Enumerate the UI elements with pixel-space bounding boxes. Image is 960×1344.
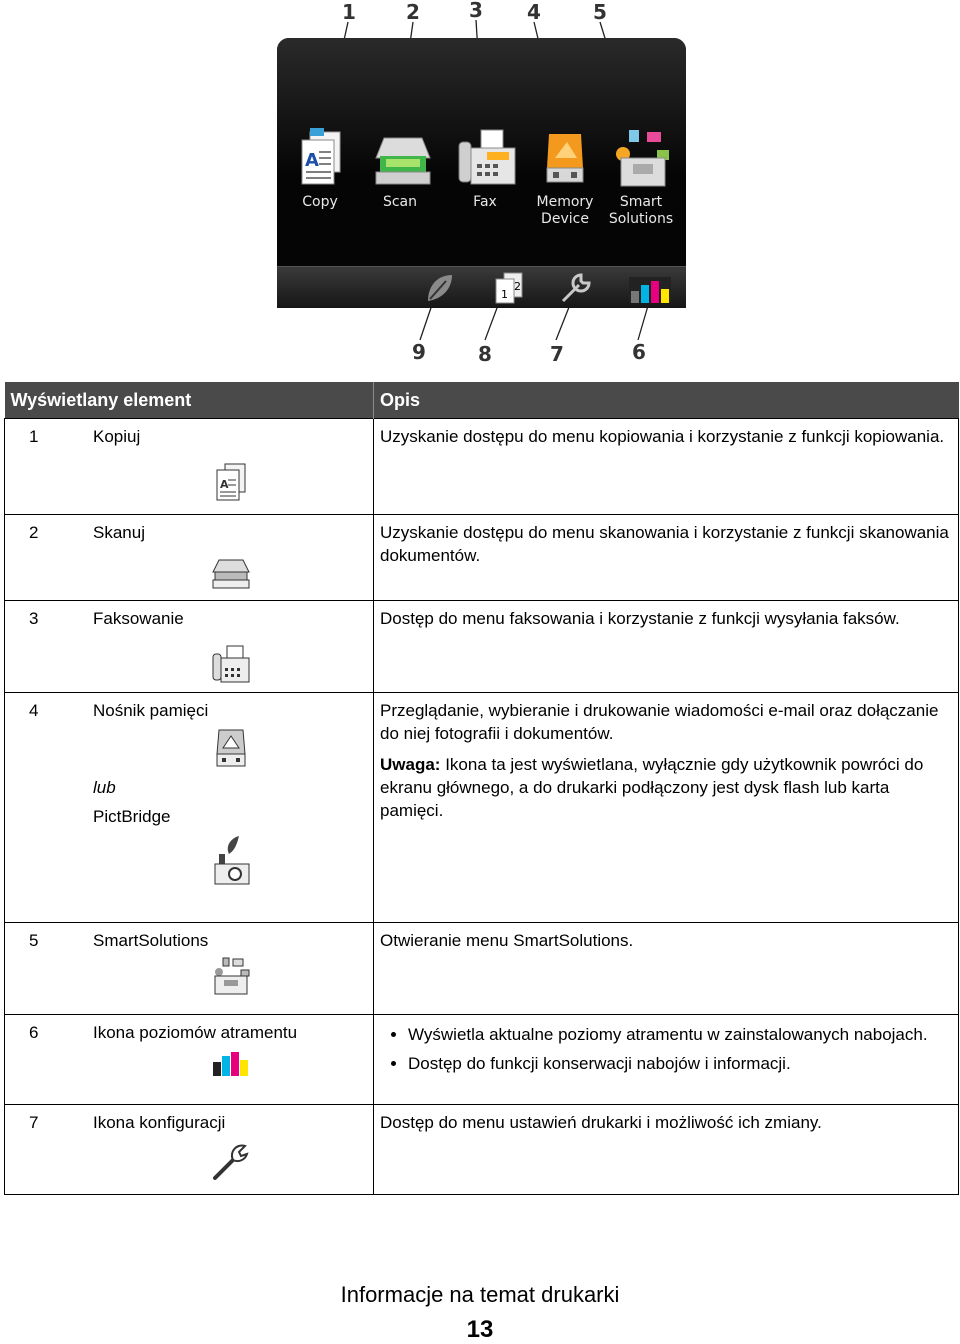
bullet-item: • Wyświetla aktualne poziomy atramentu w zainstalowanych nabojach. [408, 1023, 952, 1046]
scan-icon [211, 552, 251, 592]
memory-device-icon [537, 128, 593, 188]
table-row [5, 1105, 959, 1195]
row-number: 1 [5, 419, 88, 515]
scan-icon [372, 128, 428, 188]
pictbridge-icon [211, 834, 251, 886]
fax-tile-label: Fax [473, 194, 497, 210]
callout-2: 2 [406, 0, 420, 24]
header-description: Opis [374, 382, 959, 419]
note-label: Uwaga: [380, 755, 441, 774]
row-number: 2 [5, 515, 88, 601]
callout-5: 5 [593, 0, 607, 24]
row-description: Otwieranie menu SmartSolutions. [374, 923, 959, 1015]
table-row [5, 601, 959, 693]
row-number: 7 [5, 1105, 88, 1195]
bullet-list [380, 1023, 952, 1075]
ink-levels-icon[interactable] [627, 271, 673, 305]
copy-icon [292, 128, 348, 188]
fax-tile[interactable] [449, 128, 521, 211]
wrench-icon[interactable] [559, 271, 593, 305]
memory-device-tile-label: Memory Device [536, 194, 594, 227]
row-element-name: SmartSolutions [93, 931, 209, 950]
row-description-text: Przeglądanie, wybieranie i drukowanie wiadomości e-mail oraz dołączanie do niej fotografii i dokumentów. [380, 701, 939, 743]
row-element [87, 1015, 374, 1105]
row-element [87, 1105, 374, 1195]
fax-icon [211, 644, 251, 684]
memory-device-icon [211, 728, 251, 768]
row-element-name: Faksowanie [93, 609, 184, 628]
eco-leaf-icon[interactable] [422, 271, 456, 305]
callout-6: 6 [632, 340, 646, 364]
row-element-name: Nośnik pamięci [93, 701, 209, 720]
smart-solutions-tile-label: Smart Solutions [608, 194, 674, 227]
callout-4: 4 [527, 0, 541, 24]
row-description [374, 693, 959, 923]
screen-bottom-bar [277, 266, 686, 308]
smart-solutions-icon [211, 956, 251, 996]
svg-text:A: A [220, 478, 229, 491]
row-element-name: Kopiuj [93, 427, 141, 446]
copy-tile-label: Copy [302, 194, 338, 210]
memory-device-tile[interactable] [529, 128, 601, 228]
svg-text:1: 1 [501, 288, 508, 301]
header-element: Wyświetlany element [5, 382, 374, 419]
table-row [5, 693, 959, 923]
scan-tile-label: Scan [382, 194, 418, 210]
scan-tile[interactable] [364, 128, 436, 211]
row-element-or: lub [93, 778, 116, 797]
footer-section-title: Informacje na temat drukarki [340, 1282, 620, 1307]
row-element [87, 515, 374, 601]
ink-levels-icon [211, 1048, 251, 1078]
row-element-name: Ikona konfiguracji [93, 1113, 226, 1132]
callout-1: 1 [342, 0, 356, 24]
bullet-item: • Dostęp do funkcji konserwacji nabojów i informacji. [408, 1052, 952, 1075]
row-description: Dostęp do menu ustawień drukarki i możliwość ich zmiany. [374, 1105, 959, 1195]
wrench-icon [211, 1142, 251, 1182]
table-row [5, 923, 959, 1015]
row-element-name-alt: PictBridge [93, 807, 171, 826]
row-number: 4 [5, 693, 88, 923]
row-element [87, 693, 374, 923]
printer-display-figure [0, 0, 960, 370]
row-element-name: Ikona poziomów atramentu [93, 1023, 298, 1042]
smart-solutions-icon [613, 128, 669, 188]
row-description [374, 1015, 959, 1105]
page-number: 13 [466, 1316, 494, 1343]
two-sided-icon[interactable] [492, 271, 526, 305]
callout-3: 3 [469, 0, 483, 22]
svg-text:2: 2 [514, 280, 521, 293]
row-description: Uzyskanie dostępu do menu kopiowania i korzystanie z funkcji kopiowania. [374, 419, 959, 515]
table-row [5, 1015, 959, 1105]
svg-text:A: A [305, 150, 319, 171]
row-element [87, 601, 374, 693]
row-description: Uzyskanie dostępu do menu skanowania i korzystanie z funkcji skanowania dokumentów. [374, 515, 959, 601]
row-note [380, 753, 952, 822]
callout-7: 7 [550, 342, 564, 366]
row-element-name: Skanuj [93, 523, 145, 542]
table-row [5, 515, 959, 601]
row-number: 5 [5, 923, 88, 1015]
row-description: Dostęp do menu faksowania i korzystanie z funkcji wysyłania faksów. [374, 601, 959, 693]
copy-tile[interactable] [284, 128, 356, 211]
fax-icon [457, 128, 513, 188]
smart-solutions-tile[interactable] [605, 128, 677, 228]
row-number: 3 [5, 601, 88, 693]
printer-home-screen [277, 38, 686, 308]
callout-8: 8 [478, 342, 492, 366]
table-row [5, 419, 959, 515]
row-number: 6 [5, 1015, 88, 1105]
callout-9: 9 [412, 340, 426, 364]
row-element [87, 923, 374, 1015]
copy-icon [211, 462, 251, 502]
row-element [87, 419, 374, 515]
note-text: Ikona ta jest wyświetlana, wyłącznie gdy użytkownik powróci do ekranu głównego, a do drukarki podłączony jest dysk flash lub karta pamięci. [380, 755, 924, 820]
display-elements-table [4, 382, 959, 1195]
